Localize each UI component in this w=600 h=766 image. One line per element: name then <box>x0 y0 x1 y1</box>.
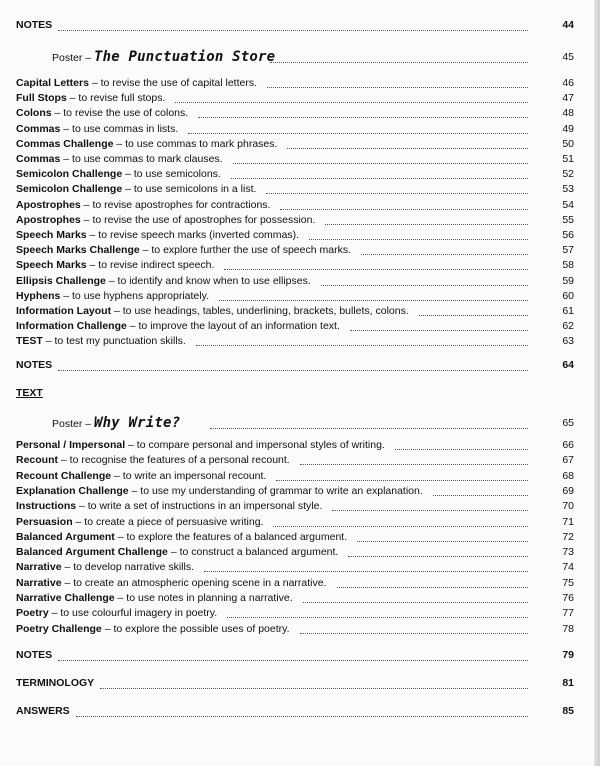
toc-entry-description: – to write an impersonal recount. <box>111 469 267 482</box>
toc-entry-description: – to explore the possible uses of poetry. <box>101 622 290 635</box>
dot-leader <box>433 495 528 496</box>
toc-label: TERMINOLOGY <box>16 677 95 689</box>
toc-page-number: 65 <box>562 417 574 429</box>
dot-leader <box>287 148 528 149</box>
toc-entry-description: – to use semicolons. <box>122 168 221 181</box>
dot-leader <box>210 428 528 429</box>
toc-page-number: 44 <box>562 19 574 31</box>
toc-entry[interactable] <box>0 319 600 333</box>
toc-entry-title: Narrative Challenge <box>16 592 115 604</box>
toc-entry-text <box>16 198 270 212</box>
toc-entry-text <box>16 137 277 151</box>
toc-entry[interactable] <box>0 167 600 181</box>
dot-leader <box>395 449 528 450</box>
toc-entry-text <box>16 122 178 136</box>
dot-leader <box>204 571 528 572</box>
toc-entry-title: Information Challenge <box>16 320 127 333</box>
dot-leader <box>175 102 528 103</box>
toc-entry-title: Recount Challenge <box>16 469 112 482</box>
toc-entry-title: Colons <box>16 107 52 120</box>
dot-leader <box>224 269 528 270</box>
toc-page-number: 50 <box>562 137 574 150</box>
toc-entry-description: – to explore the features of a balanced argument. <box>114 530 348 543</box>
toc-entry-description: – to identify and know when to use ellipses. <box>105 274 311 287</box>
toc-entry-text <box>16 319 340 333</box>
dot-leader <box>188 133 528 134</box>
dot-leader <box>76 716 528 717</box>
dot-leader <box>266 193 528 194</box>
toc-entry-text <box>16 469 266 483</box>
toc-entry-title: Information Layout <box>16 305 112 317</box>
toc-entry-text <box>16 274 311 288</box>
toc-entry-text <box>16 91 165 105</box>
toc-entry-text <box>16 591 293 605</box>
dot-leader <box>348 556 528 557</box>
dot-leader <box>196 345 528 346</box>
poster-label: Poster – <box>52 52 92 64</box>
toc-entry-text <box>16 106 188 120</box>
dot-leader <box>276 480 528 481</box>
toc-entry-text <box>16 167 221 181</box>
toc-page-number: 76 <box>562 592 574 604</box>
toc-entry-title: Full Stops <box>16 92 67 105</box>
section-heading-text <box>0 386 600 400</box>
toc-page-number: 66 <box>562 439 574 451</box>
poster-title: Why Write? <box>94 415 181 431</box>
toc-entry[interactable] <box>0 499 600 513</box>
toc-entry-title: Semicolon Challenge <box>16 183 123 196</box>
toc-entry-description: – to create an atmospheric opening scene in a narrative. <box>61 576 327 589</box>
toc-entry-text <box>16 545 338 559</box>
toc-entry-title: Balanced Argument Challenge <box>16 546 168 559</box>
dot-leader <box>58 370 528 371</box>
toc-entry-title: Balanced Argument <box>16 530 115 543</box>
toc-entry-title: Explanation Challenge <box>16 484 129 497</box>
toc-entry-title: Speech Marks <box>16 259 87 272</box>
toc-entry-text <box>16 334 186 348</box>
toc-entry-title: Recount <box>16 454 58 467</box>
toc-entry-description: – to use headings, tables, underlining, brackets, bullets, colons. <box>111 305 409 317</box>
dot-leader <box>337 587 528 588</box>
dot-leader <box>300 633 528 634</box>
toc-entry-text <box>16 606 217 620</box>
toc-page-number: 69 <box>562 484 574 497</box>
toc-entry-description: – to use commas to mark clauses. <box>60 153 223 165</box>
toc-entry-text <box>16 243 351 257</box>
toc-entry-title: Capital Letters <box>16 77 89 89</box>
toc-label: NOTES <box>16 649 53 661</box>
toc-entry-title: Commas <box>16 153 61 165</box>
toc-entry-description: – to compare personal and impersonal styles of writing. <box>125 439 385 451</box>
toc-entry-text <box>16 76 257 90</box>
toc-entry[interactable] <box>0 560 600 574</box>
toc-entry-title: Narrative <box>16 561 62 574</box>
dot-leader <box>280 209 528 210</box>
toc-page-number: 53 <box>562 183 574 196</box>
dot-leader <box>303 602 528 603</box>
toc-page-number: 55 <box>562 213 574 226</box>
toc-entry-text <box>16 530 347 544</box>
toc-page-number: 48 <box>562 107 574 120</box>
toc-entry-description: – to revise apostrophes for contractions. <box>80 198 271 211</box>
toc-page-number: 46 <box>562 77 574 89</box>
toc-entry-description: – to construct a balanced argument. <box>167 546 339 559</box>
toc-page-number: 51 <box>562 153 574 165</box>
toc-entry-description: – to test my punctuation skills. <box>42 335 186 348</box>
toc-entry-description: – to revise the use of capital letters. <box>88 77 258 89</box>
toc-page-number: 70 <box>562 500 574 513</box>
toc-page-number: 67 <box>562 454 574 467</box>
toc-entry-text <box>16 258 214 272</box>
toc-entry-text <box>16 228 299 242</box>
toc-entry-text <box>16 182 256 196</box>
toc-page-number: 74 <box>562 561 574 574</box>
toc-entry[interactable] <box>0 106 600 120</box>
toc-entry-description: – to write a set of instructions in an impersonal style. <box>76 500 323 513</box>
dot-leader <box>357 541 528 542</box>
toc-entry-description: – to develop narrative skills. <box>61 561 195 574</box>
dot-leader <box>100 688 528 689</box>
toc-entry-description: – to revise the use of apostrophes for possession. <box>80 213 316 226</box>
toc-entry-title: Speech Marks Challenge <box>16 244 140 257</box>
toc-page-number: 54 <box>562 198 574 211</box>
toc-page-number: 62 <box>562 320 574 333</box>
toc-entry[interactable] <box>0 334 600 348</box>
toc-entry[interactable] <box>0 453 600 467</box>
toc-page-number: 52 <box>562 168 574 181</box>
toc-entry-title: Narrative <box>16 576 62 589</box>
dot-leader <box>227 617 528 618</box>
dot-leader <box>300 464 528 465</box>
toc-page-number: 63 <box>562 335 574 348</box>
toc-entry-text <box>16 484 423 498</box>
toc-entry-text <box>16 622 290 636</box>
toc-entry[interactable] <box>0 91 600 105</box>
toc-page-number: 71 <box>562 515 574 528</box>
dot-leader <box>419 315 528 316</box>
dot-leader <box>270 62 528 63</box>
toc-page-number: 77 <box>562 607 574 620</box>
toc-entry-title: Instructions <box>16 500 77 513</box>
toc-page-number: 49 <box>562 122 574 135</box>
toc-label: NOTES <box>16 19 53 31</box>
dot-leader <box>267 87 528 88</box>
toc-entry-title: Semicolon Challenge <box>16 168 123 181</box>
toc-entry-title: Commas Challenge <box>16 137 114 150</box>
toc-entry-text <box>16 213 315 227</box>
dot-leader <box>273 526 528 527</box>
dot-leader <box>321 285 528 286</box>
dot-leader <box>198 117 528 118</box>
toc-entry[interactable] <box>0 182 600 196</box>
toc-entry[interactable] <box>0 258 600 272</box>
toc-entry-description: – to explore further the use of speech marks. <box>139 244 351 257</box>
toc-label: NOTES <box>16 359 53 371</box>
dot-leader <box>219 300 528 301</box>
toc-entry-text <box>16 576 327 590</box>
toc-entry-description: – to create a piece of persuasive writing. <box>72 515 264 528</box>
toc-entry-text <box>16 453 290 467</box>
toc-entry-title: Personal / Impersonal <box>16 439 126 451</box>
toc-entry-title: Speech Marks <box>16 229 87 241</box>
toc-entry-title: Apostrophes <box>16 198 81 211</box>
toc-entry-description: – to use colourful imagery in poetry. <box>48 607 218 620</box>
toc-page-number: 45 <box>562 51 574 63</box>
toc-entry-text <box>16 304 409 318</box>
toc-page-number: 56 <box>562 229 574 241</box>
toc-entry-title: Poetry <box>16 607 49 620</box>
toc-entry-description: – to use commas to mark phrases. <box>113 137 278 150</box>
toc-page-number: 60 <box>562 289 574 302</box>
toc-entry[interactable] <box>0 243 600 257</box>
dot-leader <box>309 239 528 240</box>
toc-page-number: 58 <box>562 259 574 272</box>
dot-leader <box>58 660 528 661</box>
toc-entry-text <box>16 560 194 574</box>
poster-title: The Punctuation Store <box>94 49 276 65</box>
toc-entry-description: – to use my understanding of grammar to write an explanation. <box>128 484 423 497</box>
toc-entry-description: – to use hyphens appropriately. <box>60 289 209 302</box>
dot-leader <box>361 254 528 255</box>
toc-entry-description: – to revise indirect speech. <box>86 259 215 272</box>
toc-entry[interactable] <box>0 606 600 620</box>
toc-entry-title: Hyphens <box>16 289 61 302</box>
dot-leader <box>233 163 528 164</box>
toc-page-number: 68 <box>562 469 574 482</box>
toc-entry-title: Persuasion <box>16 515 73 528</box>
toc-entry-title: Commas <box>16 122 61 135</box>
toc-page-number: 79 <box>562 649 574 661</box>
dot-leader <box>325 224 528 225</box>
toc-entry-text <box>16 152 223 166</box>
dot-leader <box>58 30 528 31</box>
poster-label: Poster – <box>52 418 92 430</box>
toc-entry-description: – to revise speech marks (inverted commas). <box>86 229 300 241</box>
toc-page-number: 64 <box>562 359 574 371</box>
toc-page-number: 59 <box>562 274 574 287</box>
toc-page-number: 75 <box>562 576 574 589</box>
dot-leader <box>332 510 528 511</box>
toc-page-number: 73 <box>562 546 574 559</box>
toc-page-number: 61 <box>562 305 574 317</box>
toc-entry-description: – to revise full stops. <box>66 92 166 105</box>
section-heading: TEXT <box>16 387 43 399</box>
toc-page-number: 72 <box>562 530 574 543</box>
toc-page-number: 81 <box>562 677 574 689</box>
toc-page-number: 47 <box>562 92 574 105</box>
toc-entry-title: Ellipsis Challenge <box>16 274 106 287</box>
toc-entry-description: – to use semicolons in a list. <box>122 183 257 196</box>
toc-entry-text <box>16 515 263 529</box>
toc-entry-title: TEST <box>16 335 43 348</box>
toc-page-number: 57 <box>562 244 574 257</box>
toc-entry-description: – to use commas in lists. <box>60 122 179 135</box>
toc-entry-text <box>16 289 209 303</box>
toc-entry-description: – to improve the layout of an information text. <box>126 320 340 333</box>
toc-entry-title: Apostrophes <box>16 213 81 226</box>
toc-entry-title: Poetry Challenge <box>16 622 102 635</box>
toc-entry-description: – to revise the use of colons. <box>51 107 189 120</box>
toc-label: ANSWERS <box>16 705 70 717</box>
toc-entry-text <box>16 438 385 452</box>
toc-entry-text <box>16 499 322 513</box>
dot-leader <box>350 330 528 331</box>
dot-leader <box>231 178 528 179</box>
toc-entry-description: – to use notes in planning a narrative. <box>114 592 293 604</box>
toc-entry-description: – to recognise the features of a personal recount. <box>58 454 290 467</box>
toc-page-number: 78 <box>562 622 574 635</box>
toc-page-number: 85 <box>562 705 574 717</box>
